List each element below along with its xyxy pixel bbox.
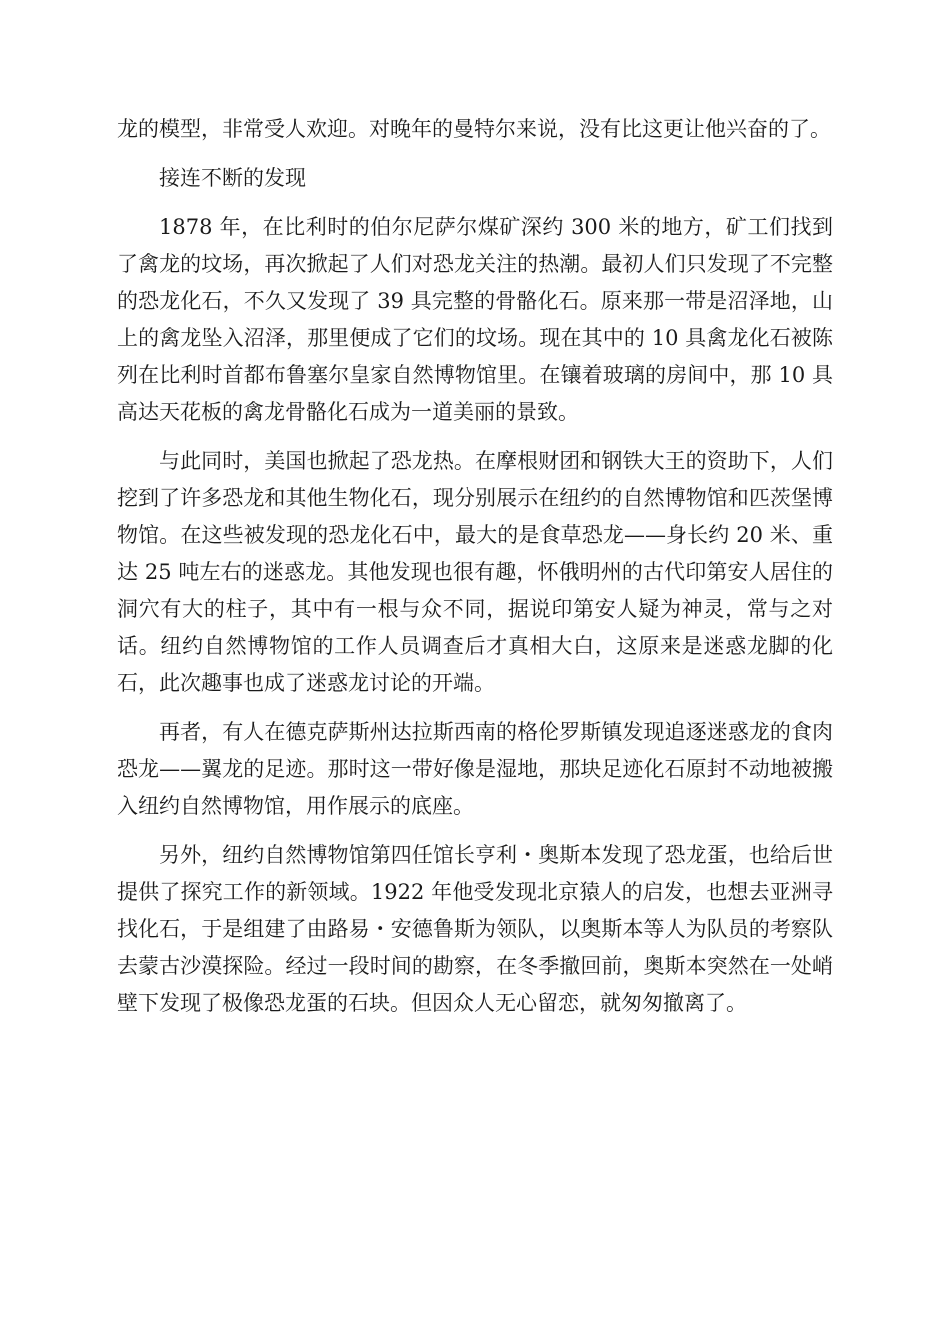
section-heading: 接连不断的发现 xyxy=(159,166,306,190)
paragraph-continuation: 龙的模型，非常受人欢迎。对晚年的曼特尔来说，没有比这更让他兴奋的了。 xyxy=(117,117,831,141)
document-body xyxy=(117,111,833,1034)
paragraph-usa-discovery: 与此同时，美国也掀起了恐龙热。在摩根财团和钢铁大王的资助下，人们挖到了许多恐龙和其他生物化石，现分别展示在纽约的自然博物馆和匹茨堡博物馆。在这些被发现的恐龙化石中，最大的是食草恐龙——身长约 20 米、重达 25 吨左右的迷惑龙。其他发现也很有趣，怀俄明州的古代印第安人居住的洞穴有大的柱子，其中有一根与众不同，据说印第安人疑为神灵，常与之对话。纽约自然博物馆的工作人员调查后才真相大白，这原来是迷惑龙脚的化石，此次趣事也成了迷惑龙讨论的开端。 xyxy=(117,449,833,695)
paragraph-texas-footprints: 再者，有人在德克萨斯州达拉斯西南的格伦罗斯镇发现追逐迷惑龙的食肉恐龙——翼龙的足迹。那时这一带好像是湿地，那块足迹化石原封不动地被搬入纽约自然博物馆，用作展示的底座。 xyxy=(117,720,833,818)
paragraph-dinosaur-eggs: 另外，纽约自然博物馆第四任馆长亨利・奥斯本发现了恐龙蛋，也给后世提供了探究工作的新领域。1922 年他受发现北京猿人的启发，也想去亚洲寻找化石，于是组建了由路易・安德鲁斯为领队，以奥斯本等人为队员的考察队去蒙古沙漠探险。经过一段时间的勘察，在冬季撤回前，奥斯本突然在一处峭壁下发现了极像恐龙蛋的石块。但因众人无心留恋，就匆匆撤离了。 xyxy=(117,843,833,1015)
paragraph-belgium-discovery: 1878 年，在比利时的伯尔尼萨尔煤矿深约 300 米的地方，矿工们找到了禽龙的坟场，再次掀起了人们对恐龙关注的热潮。最初人们只发现了不完整的恐龙化石，不久又发现了 39 具完整的骨骼化石。原来那一带是沼泽地，山上的禽龙坠入沼泽，那里便成了它们的坟场。现在其中的 10 具禽龙化石被陈列在比利时首都布鲁塞尔皇家自然博物馆里。在镶着玻璃的房间中，那 10 具高达天花板的禽龙骨骼化石成为一道美丽的景致。 xyxy=(117,215,833,424)
